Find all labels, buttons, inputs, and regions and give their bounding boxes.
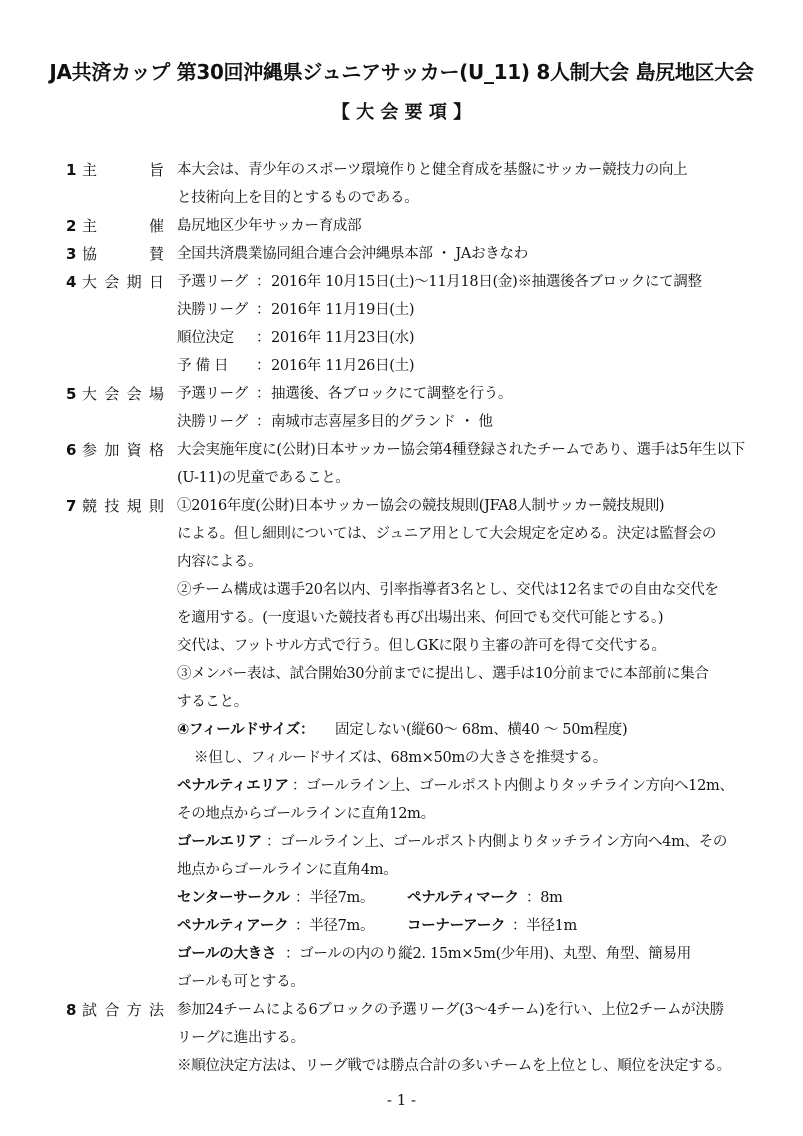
rules-line: による。但し細則については、ジュニア用として大会規定を定める。決定は監督会の xyxy=(177,526,717,542)
goal-area-value: ：ゴールライン上、ゴールポスト内側よりタッチライン方向へ4m、その xyxy=(266,834,728,850)
format-line: 参加24チームによる6ブロックの予選リーグ(3～4チーム)を行い、上位2チームが決勝 xyxy=(177,1002,724,1018)
label-char: 則 xyxy=(148,497,164,515)
venue-value: 南城市志喜屋多目的グランド ・ 他 xyxy=(271,414,493,430)
section-number: 4 xyxy=(66,273,77,291)
section-label xyxy=(82,215,164,237)
schedule-name: 予選リーグ xyxy=(177,274,248,290)
rules-line: ③メンバー表は、試合開始30分前までに提出し、選手は10分前までに本部前に集合 xyxy=(177,666,709,682)
schedule-value: 2016年 10月15日(土)～11月18日(金)※抽選後各ブロックにて調整 xyxy=(271,274,702,290)
label-char: 大 xyxy=(82,273,98,291)
penalty-arc-value: ：半径7m。 xyxy=(295,918,375,934)
document-title: JA共済カップ 第30回沖縄県ジュニアサッカー(U_11) 8人制大会 島尻地区大会 xyxy=(49,60,754,84)
section-label xyxy=(82,383,164,405)
section-label xyxy=(82,495,164,517)
label-char: 技 xyxy=(104,497,120,515)
goal-size-value: ：ゴールの内のり縦2. 15m×5m(少年用)、丸型、角型、簡易用 xyxy=(285,946,691,962)
rules-line: 交代は、フットサル方式で行う。但しGKに限り主審の許可を得て交代する。 xyxy=(177,638,666,654)
eligibility-line-1: 大会実施年度に(公財)日本サッカー協会第4種登録されたチームであり、選手は5年生以下 xyxy=(177,442,745,458)
eligibility-line-2: (U-11)の児童であること。 xyxy=(177,470,350,486)
goal-area-cont: 地点からゴールラインに直角4m。 xyxy=(177,862,398,878)
schedule-value: 2016年 11月26日(土) xyxy=(271,358,415,374)
label-char: 試 xyxy=(82,1001,98,1019)
format-line: ※順位決定方法は、リーグ戦では勝点合計の多いチームを上位とし、順位を決定する。 xyxy=(177,1058,731,1074)
center-circle-value: ：半径7m。 xyxy=(295,890,375,906)
label-char: 賛 xyxy=(148,245,164,263)
label-char: 旨 xyxy=(148,161,164,179)
schedule-sep: ： xyxy=(256,302,271,318)
rules-line: すること。 xyxy=(177,694,248,710)
corner-arc-label: コーナーアーク xyxy=(407,918,506,934)
penalty-area-label: ペナルティエリア xyxy=(177,778,289,794)
section-number: 8 xyxy=(66,1001,77,1019)
penalty-mark-label: ペナルティマーク xyxy=(407,890,519,906)
format-line: リーグに進出する。 xyxy=(177,1030,305,1046)
label-char: 参 xyxy=(82,441,98,459)
field-size-label: ④フィールドサイズ： xyxy=(177,722,315,738)
goal-area-label: ゴールエリア xyxy=(177,834,262,850)
rules-line: ①2016年度(公財)日本サッカー協会の競技規則(JFA8人制サッカー競技規則) xyxy=(177,498,665,514)
section-label xyxy=(82,999,164,1021)
rules-line: ②チーム構成は選手20名以内、引率指導者3名とし、交代は12名までの自由な交代を xyxy=(177,582,719,598)
penalty-arc-label: ペナルティアーク xyxy=(177,918,289,934)
schedule-sep: ： xyxy=(256,330,271,346)
goal-size-label: ゴールの大きさ xyxy=(177,946,277,962)
venue-value: 抽選後、各ブロックにて調整を行う。 xyxy=(271,386,513,402)
section-label xyxy=(82,159,164,181)
page-number: - 1 - xyxy=(386,1091,417,1109)
label-char: 会 xyxy=(126,385,142,403)
schedule-name: 予 備 日 xyxy=(177,358,229,374)
venue-name: 予選リーグ xyxy=(177,386,248,402)
penalty-area-value: ：ゴールライン上、ゴールポスト内側よりタッチライン方向へ12m、 xyxy=(292,778,734,794)
label-char: 日 xyxy=(148,273,164,291)
goal-size-cont: ゴールも可とする。 xyxy=(177,974,305,990)
section-number: 7 xyxy=(66,497,77,515)
label-char: 法 xyxy=(148,1001,164,1019)
section-label xyxy=(82,439,164,461)
corner-arc-value: ：半径1m xyxy=(512,918,577,934)
label-char: 会 xyxy=(104,385,120,403)
section-label xyxy=(82,243,164,265)
schedule-value: 2016年 11月23日(水) xyxy=(271,330,415,346)
venue-sep: ： xyxy=(256,414,271,430)
schedule-name: 決勝リーグ xyxy=(177,302,248,318)
section-1-line-1: 本大会は、青少年のスポーツ環境作りと健全育成を基盤にサッカー競技力の向上 xyxy=(177,162,688,178)
venue-sep: ： xyxy=(256,386,271,402)
schedule-sep: ： xyxy=(256,274,271,290)
penalty-area-cont: その地点からゴールラインに直角12m。 xyxy=(177,806,435,822)
label-char: 格 xyxy=(148,441,164,459)
sponsor: 全国共済農業協同組合連合会沖縄県本部 ・ JAおきなわ xyxy=(177,246,528,262)
label-char: 大 xyxy=(82,385,98,403)
document-subtitle: 【 大 会 要 項 】 xyxy=(331,102,472,123)
label-char: 主 xyxy=(82,161,98,179)
label-char: 競 xyxy=(82,497,98,515)
schedule-name: 順位決定 xyxy=(177,330,234,346)
schedule-value: 2016年 11月19日(土) xyxy=(271,302,415,318)
penalty-mark-value: ：8m xyxy=(526,890,563,906)
center-circle-label: センターサークル xyxy=(177,890,290,906)
label-char: 規 xyxy=(126,497,142,515)
field-size-note: ※但し、フィルードサイズは、68m×50mの大きさを推奨する。 xyxy=(194,750,607,766)
section-label xyxy=(82,271,164,293)
section-number: 1 xyxy=(66,161,77,179)
label-char: 催 xyxy=(148,217,164,235)
label-char: 合 xyxy=(104,1001,120,1019)
section-1-line-2: と技術向上を目的とするものである。 xyxy=(177,190,419,206)
label-char: 加 xyxy=(104,441,120,459)
label-char: 資 xyxy=(126,441,142,459)
section-number: 3 xyxy=(66,245,77,263)
schedule-sep: ： xyxy=(256,358,271,374)
section-number: 2 xyxy=(66,217,77,235)
label-char: 協 xyxy=(82,245,98,263)
label-char: 期 xyxy=(126,273,142,291)
rules-line: 内容による。 xyxy=(177,554,263,570)
rules-line: を適用する。(一度退いた競技者も再び出場出来、何回でも交代可能とする。) xyxy=(177,610,664,626)
organizer: 島尻地区少年サッカー育成部 xyxy=(177,218,362,234)
label-char: 方 xyxy=(126,1001,142,1019)
venue-name: 決勝リーグ xyxy=(177,414,248,430)
section-number: 5 xyxy=(66,385,77,403)
label-char: 主 xyxy=(82,217,98,235)
label-char: 会 xyxy=(104,273,120,291)
label-char: 場 xyxy=(148,385,164,403)
section-number: 6 xyxy=(66,441,77,459)
field-size-value: 固定しない(縦60～ 68m、横40 ～ 50m程度) xyxy=(335,722,628,738)
